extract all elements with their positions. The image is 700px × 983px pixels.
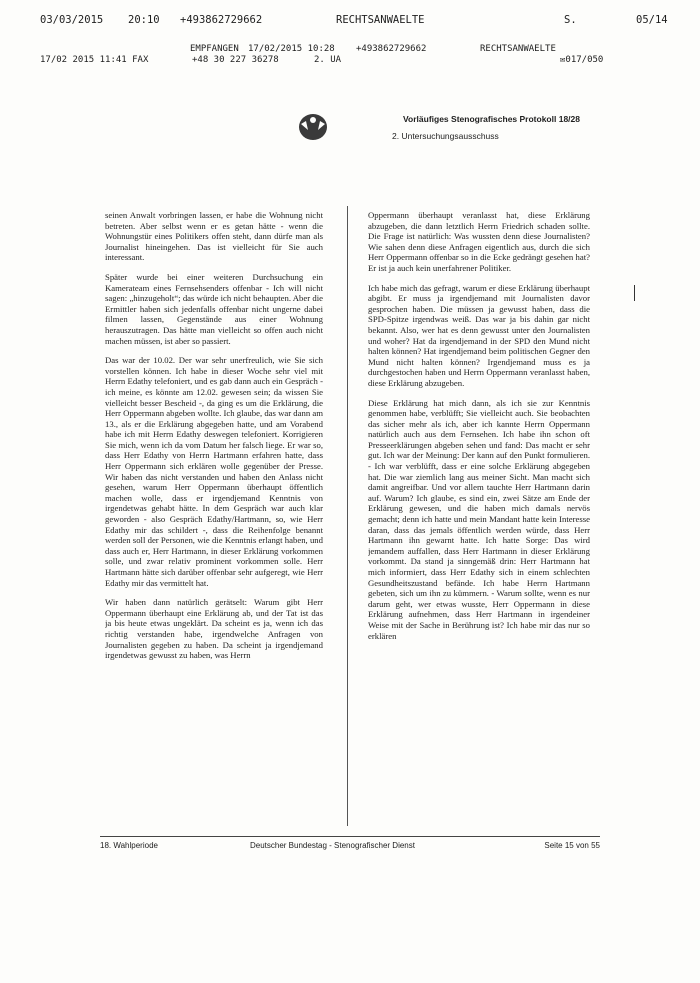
paragraph: Wir haben dann natürlich gerätselt: Warum gibt Herr Oppermann überhaupt eine Erklärung ab, und der Tat ist das ja bis heute etwas ungeklärt. Da scheint es ja, wenn ich das richtig verstanden habe, irgendwelche Anfragen von Journalisten gegeben zu haben. Da scheint ja irgendjemand irgendetwas gewusst zu haben, was Herrn — [105, 597, 323, 661]
received-page: ✉017/050 — [560, 55, 604, 65]
committee-name: 2. Untersuchungsausschuss — [392, 131, 499, 141]
paragraph: seinen Anwalt vorbringen lassen, er habe die Wohnung nicht betreten. Aber selbst wenn er es getan hätte - wenn die Wohnungstür eines Politikers offen steht, dann dürfe man als Journalist hineingehen. Das ist vielleicht für Sie auch interessant. — [105, 210, 323, 263]
column-divider — [347, 206, 348, 826]
page-footer — [100, 841, 600, 853]
footer-page-number: Seite 15 von 55 — [544, 841, 600, 850]
paragraph: Diese Erklärung hat mich dann, als ich sie zur Kenntnis genommen habe, verblüfft; Sie vielleicht auch. Sie beobachten das sicher mehr als ich, aber ich kannte Herrn Oppermann natürlich auch aus dem Fernsehen. Ich habe ihn schon oft Presseerklärungen abgeben sehen und fand: Das macht er sehr gut. Ich war der Meinung: Der kann auf den Punkt formulieren. - Ich war verblüfft, dass er eine solche Erklärung abgegeben hat. Die war ziemlich lang aus meiner Sicht. Man macht sich damit angreifbar. Und vor allem tauchte Herr Hartmann darin auf. Warum? Ich glaube, es sind ein, zwei Sätze am Ende der Erklärung gewesen, und die haben mich damals nervös gemacht; denn ich hatte und mein Mandant hatte kein Interesse daran, dass das jemals öffentlich werden würde, dass Herr Hartmann ihn gewarnt hatte. Ich hatte Sorge: Das wird jemandem auffallen, dass Herr Hartmann in dieser Erklärung vorkommt. Da stand ja sinngemäß drin: Herr Hartmann hat mich informiert, dass Herr Edathy sich in einem schlechten Gesundheitszustand befände. Ich habe Herrn Hartmann gebeten, sich um ihn zu kümmern. - Warum sollte, wenn es nur darum geht, wer etwas wusste, Herr Oppermann in diese Erklärung aufnehmen, dass Herr Hartmann in irgendeiner Weise mit der Sache in Berührung ist? Ich habe mir das nur so erklären — [368, 397, 590, 641]
fax-number: +493862729662 — [180, 14, 263, 26]
margin-bar-icon — [634, 285, 635, 301]
fax-time: 20:10 — [128, 14, 160, 26]
fax-sender: RECHTSANWAELTE — [336, 14, 425, 26]
fax-page-label: S. — [564, 14, 577, 26]
paragraph: Oppermann überhaupt veranlasst hat, diese Erklärung abzugeben, die dann letztlich Herrn Friedrich schaden sollte. Die Frage ist natürlich: Was wussten denn diese Journalisten? Wie sahen denn diese Anfragen eigentlich aus, durch die sich Herr Oppermann offenbar so in die Ecke gedrängt gesehen hat? Er ist ja auch kein unerfahrener Politiker. — [368, 210, 590, 273]
fax-header-received — [40, 44, 680, 68]
paragraph: Später wurde bei einer weiteren Durchsuchung ein Kamerateam eines Fernsehsenders offenbar - Ich will nicht sagen: „hinzugeholt“; das würde ich nicht behaupten. Aber die Ermittler haben sich jedenfalls offenbar nicht ungerne dabei filmen lassen, Gegenstände aus einer Wohnung herauszutragen. Das hätte man vielleicht so offen auch nicht machen müssen, ist aber so passiert. — [105, 271, 323, 346]
fax-date: 03/03/2015 — [40, 14, 104, 26]
received-number: +493862729662 — [356, 44, 427, 54]
paragraph: Ich habe mich das gefragt, warum er diese Erklärung überhaupt abgibt. Er muss ja irgendjemand mit Journalisten davor gesprochen haben. Die müssen ja gewusst haben, dass die SPD-Spitze irgendwas weiß. Das war ja bis dahin gar nicht bekannt. Also, wer hat es denn gewusst unter den Journalisten und woher? Hat da irgendjemand in der SPD den Mund nicht halten können? Hat irgendjemand beim politischen Gegner den Mund nicht halten können? Irgendjemand muss es ja durchgestochen haben und Herrn Oppermann veranlasst haben, diese Erklärung abzugeben. — [368, 282, 590, 388]
paragraph: Das war der 10.02. Der war sehr unerfreulich, wie Sie sich vorstellen können. Ich habe in dieser Woche sehr viel mit Herrn Edathy telefoniert, und es gab dann auch ein Gespräch - ich meine, es könnte am 12.02. gewesen sein; da wissen Sie vielleicht besser Bescheid -, da ging es um die Erklärung, die Herr Oppermann abgeben wollte. Ich glaube, das war dann am 13., als er die Erklärung abgegeben hatte, und am Vorabend habe ich mit Herrn Edathy deswegen telefoniert. Korrigieren Sie mich, wenn ich da vom Datum her falsch liege. Er war so, dass Herr Edathy von Herrn Hartmann erfahren hatte, dass Herr Oppermann sich erklären wolle gegenüber der Presse. Wir haben das nicht verstanden und haben den Anlass nicht gesehen, warum Herr Oppermann überhaupt öffentlich machen wolle, dass er irgendjemand Kenntnis von irgendetwas gehabt hätte. In dem Gespräch war auch klar geworden - also Gespräch Edathy/Hartmann, so, wie Herr Edathy mir das schildert -, dass die Reihenfolge benannt werden soll der Personen, wie die Kenntnis erlangt haben, und dass auch er, Herr Hartmann, in dieser Erklärung vorkommen solle, und zwar relativ prominent vorkommen solle. Herr Hartmann hätte sich darüber offenbar sehr aufgeregt, wie Herr Edathy mir das vermittelt hat. — [105, 355, 323, 588]
sent-datetime: 17/02 2015 11:41 FAX — [40, 55, 149, 65]
received-label: EMPFANGEN — [190, 44, 239, 54]
left-column — [105, 210, 323, 825]
received-sender: RECHTSANWAELTE — [480, 44, 556, 54]
footer-service: Deutscher Bundestag - Stenografischer Dienst — [250, 841, 415, 850]
received-datetime: 17/02/2015 10:28 — [248, 44, 335, 54]
footer-period: 18. Wahlperiode — [100, 841, 158, 850]
footer-rule — [100, 836, 600, 837]
protocol-title: Vorläufiges Stenografisches Protokoll 18/28 — [403, 114, 580, 124]
fax-header-top — [40, 14, 680, 28]
right-column — [368, 210, 590, 825]
sent-number: +48 30 227 36278 — [192, 55, 279, 65]
fax-page: 05/14 — [636, 14, 668, 26]
bundestag-eagle-icon — [296, 112, 330, 142]
sent-suffix: 2. UA — [314, 55, 342, 65]
